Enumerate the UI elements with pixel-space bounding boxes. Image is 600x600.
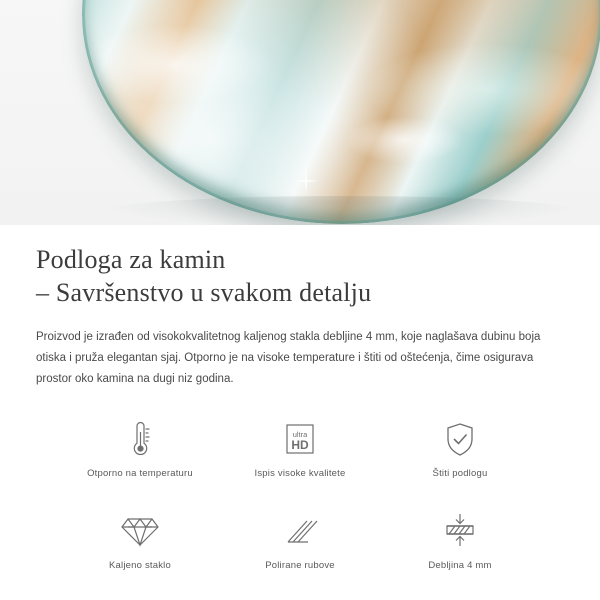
shield-check-icon: [442, 418, 478, 462]
feature-item-tempered-glass: [60, 510, 220, 592]
feature-label: Kaljeno staklo: [109, 560, 171, 571]
feature-item-polished-edges: [220, 510, 380, 592]
feature-item-print-quality: [220, 418, 380, 500]
hero-image: [0, 0, 600, 225]
product-description-text: Proizvod je izrađen od visokokvalitetnog kaljenog stakla debljine 4 mm, koje naglašava dubinu boja otiska i pruža elegantan sjaj. Otporno je na visoke temperature i štiti od oštećenja, čime osigurava prostor oko kamina na dugi niz godina.: [36, 331, 541, 385]
feature-label: Debljina 4 mm: [428, 560, 492, 571]
feature-item-protects-surface: [380, 418, 540, 500]
svg-text:HD: HD: [291, 438, 309, 452]
ultra-hd-icon: [282, 418, 318, 462]
page-title-line-1: Podloga za kamin: [36, 245, 226, 274]
feature-label: Ispis visoke kvalitete: [254, 468, 346, 479]
page-title-line-2: – Savršenstvo u svakom detalju: [36, 278, 372, 307]
svg-text:ultra: ultra: [292, 430, 308, 439]
text-content: [0, 225, 600, 592]
feature-item-temperature: [60, 418, 220, 500]
feature-label: Polirane rubove: [265, 560, 335, 571]
feature-label: Štiti podlogu: [432, 468, 488, 479]
disc-drop-shadow: [96, 196, 588, 225]
marble-glass-disc: [82, 0, 600, 224]
feature-label: Otporno na temperaturu: [87, 468, 193, 479]
polished-edges-icon: [282, 510, 318, 554]
page-title: [36, 243, 564, 309]
thermometer-icon: [123, 418, 157, 462]
thickness-icon: [442, 510, 478, 554]
feature-grid: [36, 418, 564, 592]
diamond-icon: [120, 510, 160, 554]
feature-item-thickness: [380, 510, 540, 592]
